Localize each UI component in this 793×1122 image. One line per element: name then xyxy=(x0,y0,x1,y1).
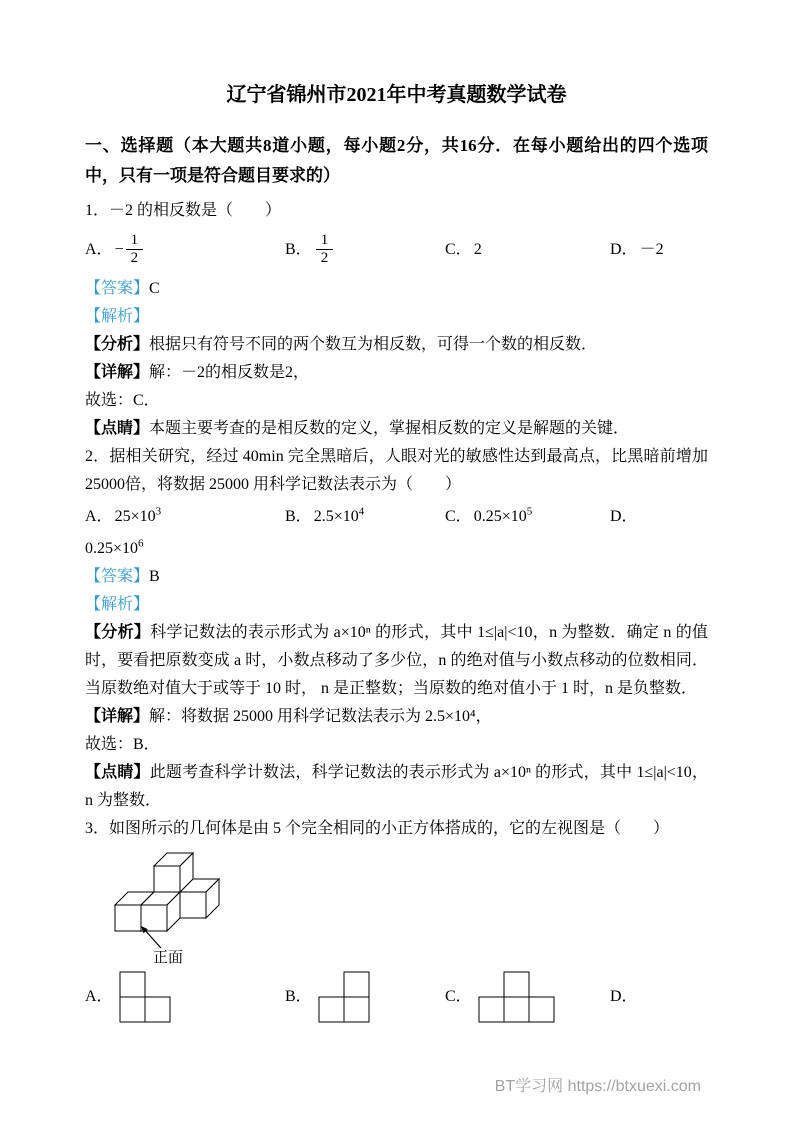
option-c-value xyxy=(474,503,533,531)
option-c-exponent: 5 xyxy=(526,505,533,518)
q2-analysis-text: 科学记数法的表示形式为 a×10ⁿ 的形式，其中 1≤|a|<10，n 为整数．确定 n 的值时，要看把原数变成 a 时，小数点移动了多少位，n 的绝对值与小数点移动的位数相同．当原数绝对值大于或等于 10 时， n 是正整数；当原数的绝对值小于 1 时，n 是负整数． xyxy=(85,623,708,697)
option-c-label: C． xyxy=(445,240,472,258)
section-heading: 一、选择题（本大题共8道小题，每小题2分，共16分．在每小题给出的四个选项中，只有一项是符合题目要求的） xyxy=(85,136,708,185)
q2-option-a xyxy=(85,503,285,531)
q1-answer: C xyxy=(149,279,160,297)
q1-analysis-text: 根据只有符号不同的两个数互为相反数，可得一个数的相反数． xyxy=(149,335,598,353)
fraction-denominator: 2 xyxy=(320,250,329,267)
q1-option-c xyxy=(445,236,610,264)
option-b-label: B． xyxy=(285,240,312,258)
q1-detail xyxy=(85,359,708,387)
q3-options xyxy=(85,971,708,1023)
q1-jiexi-line xyxy=(85,303,708,331)
option-b-label: B． xyxy=(285,507,312,525)
option-a-value xyxy=(115,503,162,531)
fraction-numerator: 1 xyxy=(126,232,144,250)
minus-sign: − xyxy=(114,240,124,258)
question-1 xyxy=(85,197,708,443)
option-d-value: －2 xyxy=(639,240,664,258)
dianjing-marker: 【点睛】 xyxy=(85,419,150,437)
answer-marker: 【答案】 xyxy=(85,279,150,297)
question-3 xyxy=(85,815,708,1023)
q2-analysis xyxy=(85,619,708,703)
q2-option-b xyxy=(285,503,445,531)
q2-answer-line xyxy=(85,563,708,591)
q2-answer: B xyxy=(149,567,160,585)
q2-option-c xyxy=(445,503,610,531)
jiexi-marker: 【解析】 xyxy=(85,307,150,325)
option-c-label: C． xyxy=(445,507,472,525)
option-b-base: 2.5×10 xyxy=(313,507,359,525)
q1-stem: 1．－2 的相反数是（ ） xyxy=(85,202,282,219)
option-d-label: D． xyxy=(610,987,638,1005)
q1-answer-line xyxy=(85,275,708,303)
q2-conclusion: 故选：B． xyxy=(85,735,160,753)
fenxi-marker: 【分析】 xyxy=(85,335,150,353)
option-a-label: A． xyxy=(85,507,113,525)
dianjing-marker: 【点睛】 xyxy=(85,763,150,781)
xiangjie-marker: 【详解】 xyxy=(85,707,150,725)
q2-detail xyxy=(85,703,708,731)
option-a-label: A． xyxy=(85,987,113,1005)
q2-tip-text: 此题考查科学计数法，科学记数法的表示形式为 a×10ⁿ 的形式，其中 1≤|a|<10，n 为整数． xyxy=(85,763,708,809)
option-a-base: 25×10 xyxy=(114,507,156,525)
q2-option-d-value xyxy=(85,535,708,563)
q1-tip-text: 本题主要考查的是相反数的定义，掌握相反数的定义是解题的关键． xyxy=(149,419,630,437)
q2-detail-text: 解：将数据 25000 用科学记数法表示为 2.5×10⁴， xyxy=(149,707,492,725)
option-d-exponent: 6 xyxy=(138,537,144,550)
option-c-shape xyxy=(478,971,555,1023)
fraction xyxy=(316,232,334,268)
jiexi-marker: 【解析】 xyxy=(85,595,150,613)
q3-option-c xyxy=(445,971,610,1023)
q3-stem: 3．如图所示的几何体是由 5 个完全相同的小正方体搭成的，它的左视图是（ ） xyxy=(85,819,670,837)
q2-jiexi-line xyxy=(85,591,708,619)
footer-text: BT学习网 https://btxuexi.com xyxy=(494,1078,701,1095)
front-face-label: 正面 xyxy=(153,949,184,966)
xiangjie-marker: 【详解】 xyxy=(85,363,150,381)
q1-detail-text: 解：－2的相反数是2， xyxy=(149,363,310,381)
option-b-exponent: 4 xyxy=(358,505,365,518)
option-d-label: D． xyxy=(610,240,638,258)
option-d-label: D． xyxy=(610,507,638,525)
q3-option-b xyxy=(285,971,445,1023)
fenxi-marker: 【分析】 xyxy=(85,623,151,641)
option-a-shape xyxy=(119,971,171,1023)
q2-option-d xyxy=(610,503,708,531)
q1-option-d xyxy=(610,236,708,264)
fraction-numerator: 1 xyxy=(316,232,334,250)
q1-options xyxy=(85,229,708,271)
option-c-value: 2 xyxy=(473,240,482,258)
cube-diagram xyxy=(111,851,261,967)
answer-marker: 【答案】 xyxy=(85,567,150,585)
page-title: 辽宁省锦州市2021年中考真题数学试卷 xyxy=(226,84,567,106)
fraction-denominator: 2 xyxy=(130,250,139,267)
option-b-value xyxy=(314,503,365,531)
q1-option-a xyxy=(85,229,285,271)
option-d-base: 0.25×10 xyxy=(85,539,139,557)
q1-conclusion: 故选：C． xyxy=(85,391,160,409)
option-c-label: C． xyxy=(445,987,472,1005)
q1-tip xyxy=(85,415,708,443)
option-b-label: B． xyxy=(285,987,312,1005)
option-a-label: A． xyxy=(85,240,113,258)
option-a-exponent: 3 xyxy=(155,505,162,518)
fraction xyxy=(126,232,144,268)
q3-option-a xyxy=(85,971,285,1023)
option-b-shape xyxy=(318,971,370,1023)
q3-option-d xyxy=(610,983,708,1011)
footer-watermark xyxy=(495,1073,701,1096)
question-2 xyxy=(85,443,708,815)
q3-figure xyxy=(111,851,708,967)
q2-tip xyxy=(85,759,708,815)
q1-analysis xyxy=(85,331,708,359)
q2-stem: 2．据相关研究，经过 40min 完全黑暗后，人眼对光的敏感性达到最高点，比黑暗前增加25000倍，将数据 25000 用科学记数法表示为（ ） xyxy=(85,447,708,493)
q1-option-b xyxy=(285,229,445,271)
q2-options xyxy=(85,503,708,531)
option-c-base: 0.25×10 xyxy=(473,507,527,525)
